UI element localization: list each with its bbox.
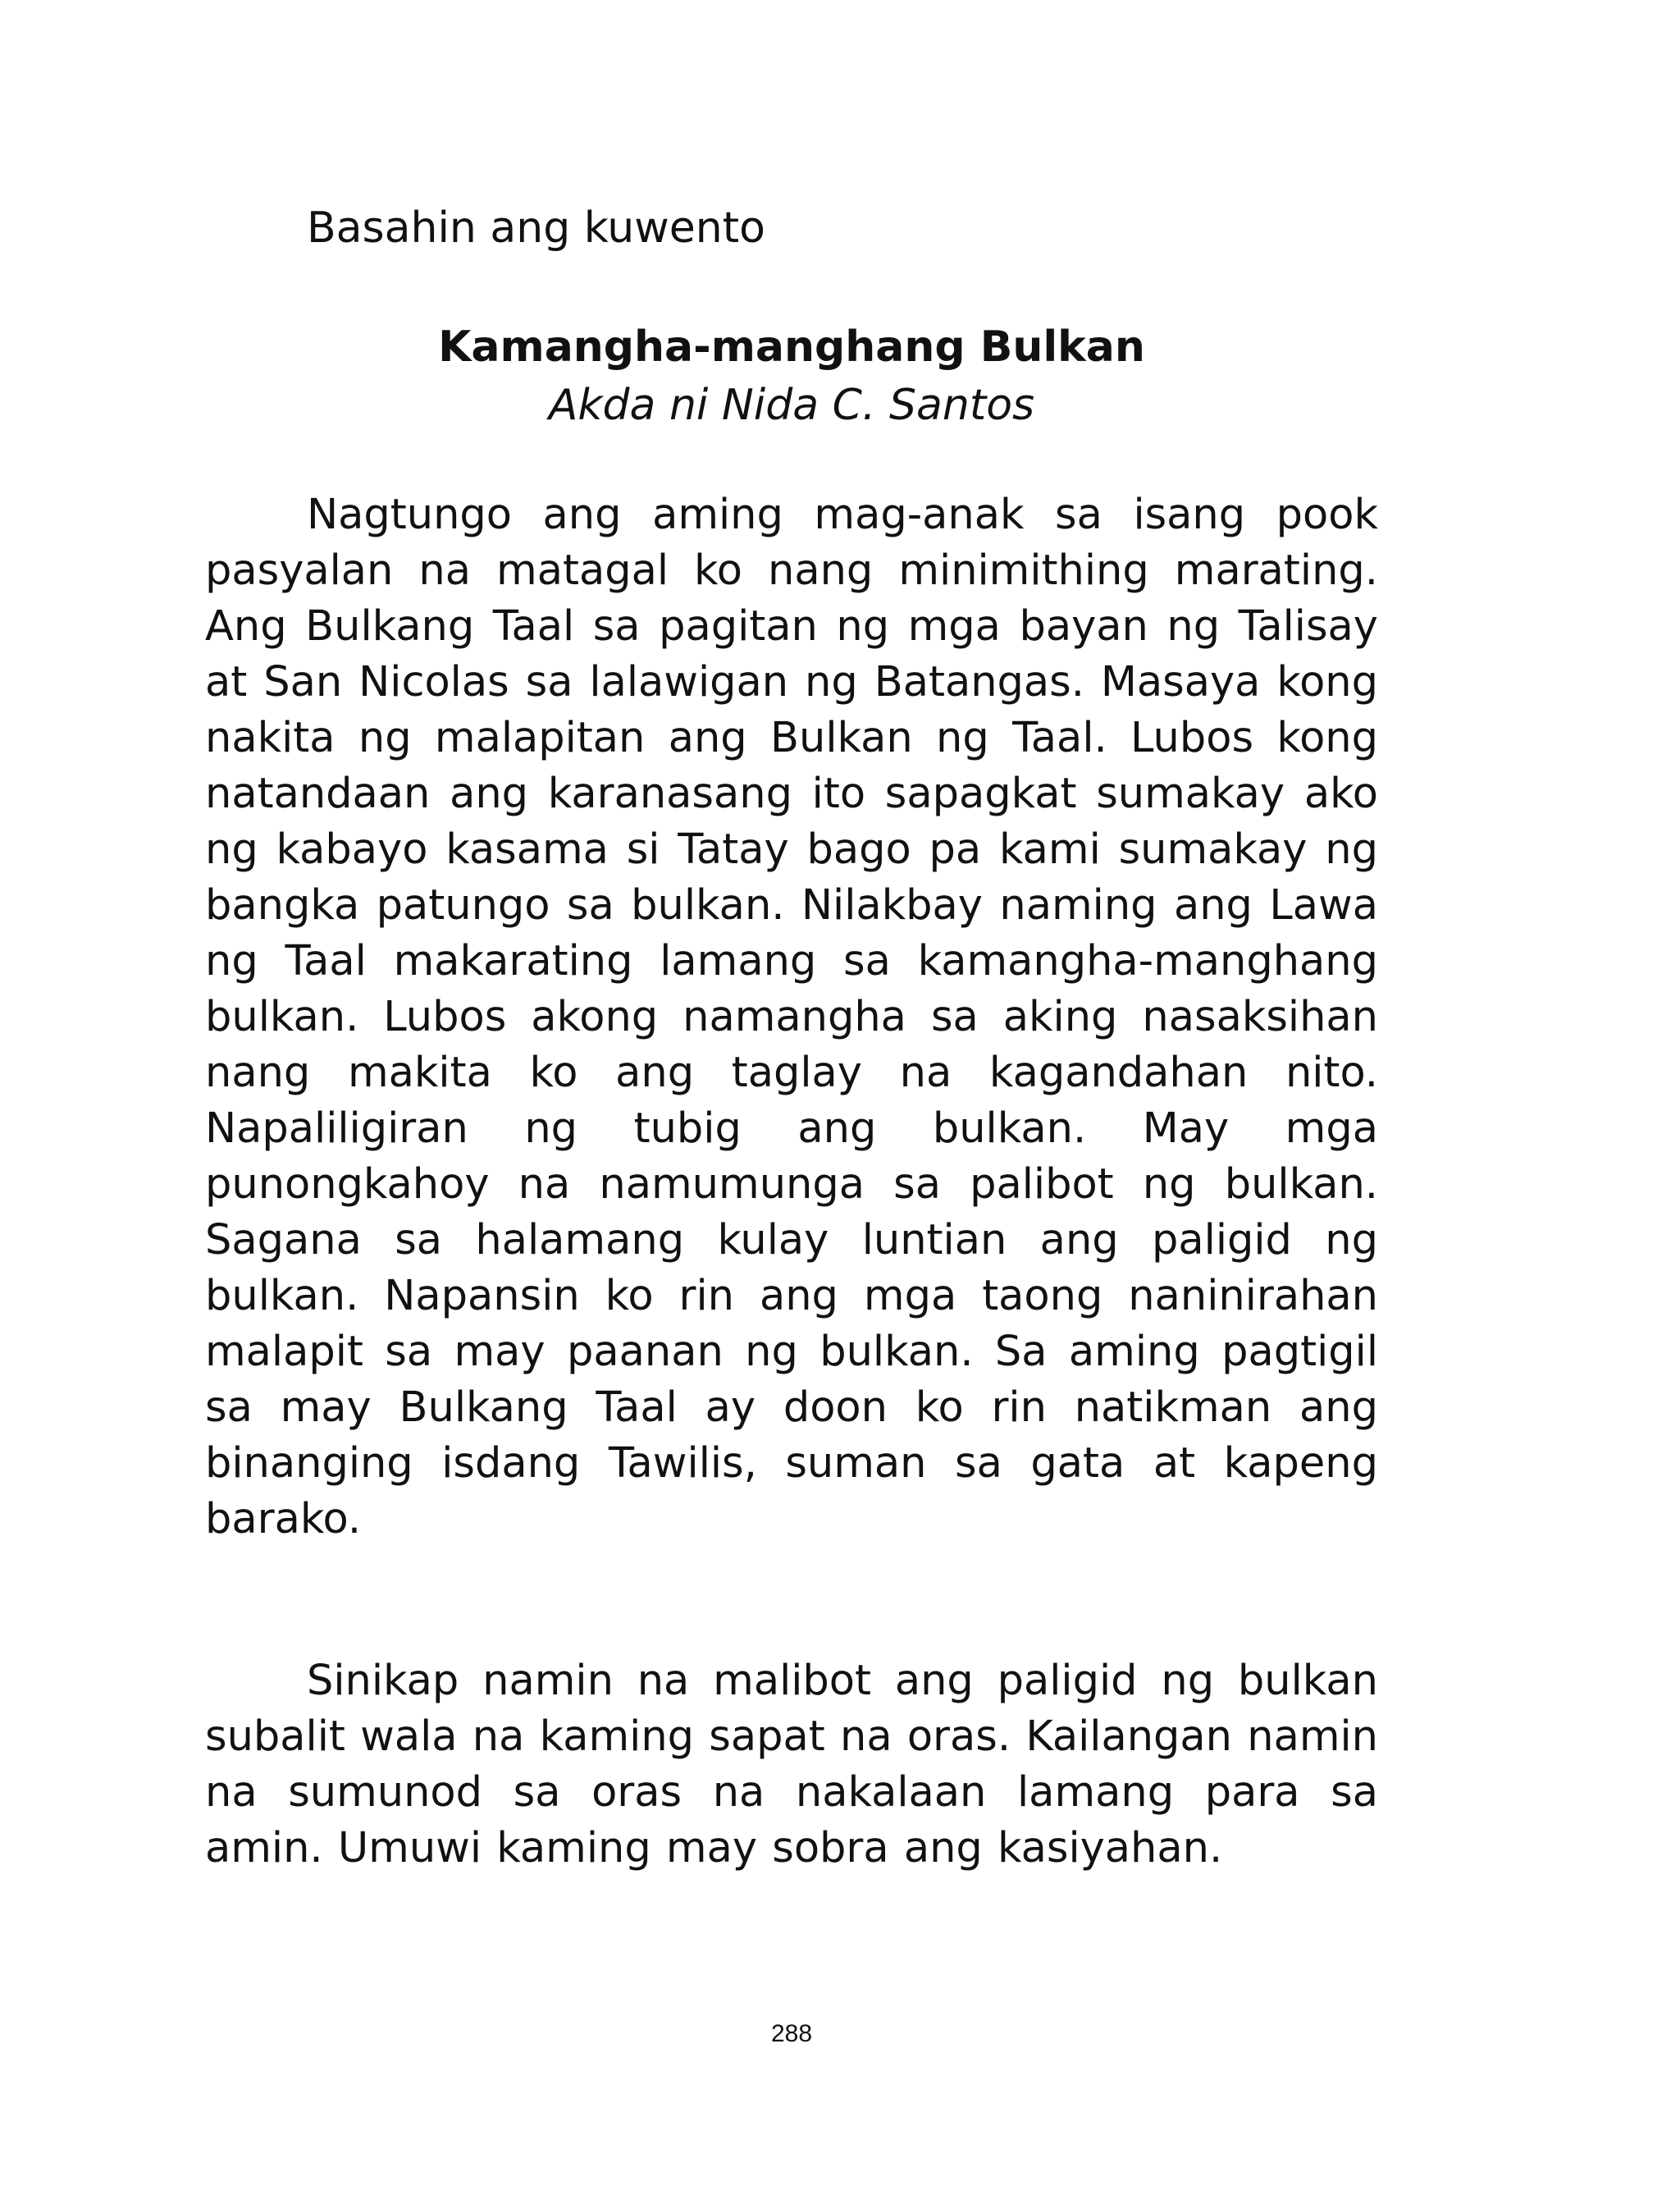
story-paragraph-1: Nagtungo ang aming mag-anak sa isang pook pasyalan na matagal ko nang minimithing marating. Ang Bulkang Taal sa pagitan ng mga bayan ng Talisay at San Nicolas sa lalawigan ng Batangas. Masaya kong nakita ng malapitan ang Bulkan ng Taal. Lubos kong natandaan ang karanasang ito sapagkat sumakay ako ng kabayo kasama si Tatay bago pa kami sumakay ng bangka patungo sa bulkan. Nilakbay naming ang Lawa ng Taal makarating lamang sa kamangha-manghang bulkan. Lubos akong namangha sa aking nasaksihan nang makita ko ang taglay na kagandahan nito. Napaliligiran ng tubig ang bulkan. May mga punongkahoy na namumunga sa palibot ng bulkan. Sagana sa halamang kulay luntian ang paligid ng bulkan. Napansin ko rin ang mga taong naninirahan malapit sa may paanan ng bulkan. Sa aming pagtigil sa may Bulkang Taal ay doon ko rin natikman ang binanging isdang Tawilis, suman sa gata at kapeng barako.: [205, 491, 1378, 1543]
story-paragraph-2: Sinikap namin na malibot ang paligid ng bulkan subalit wala na kaming sapat na oras. Kailangan namin na sumunod sa oras na nakalaan lamang para sa amin. Umuwi kaming may sobra ang kasiyahan.: [205, 1657, 1378, 1872]
story-heading: [205, 318, 1378, 435]
instruction-text: Basahin ang kuwento: [307, 203, 765, 253]
story-author: Akda ni Nida C. Santos: [548, 381, 1035, 430]
story-title: Kamangha-manghang Bulkan: [438, 322, 1145, 372]
page-number: 288: [770, 2020, 813, 2047]
